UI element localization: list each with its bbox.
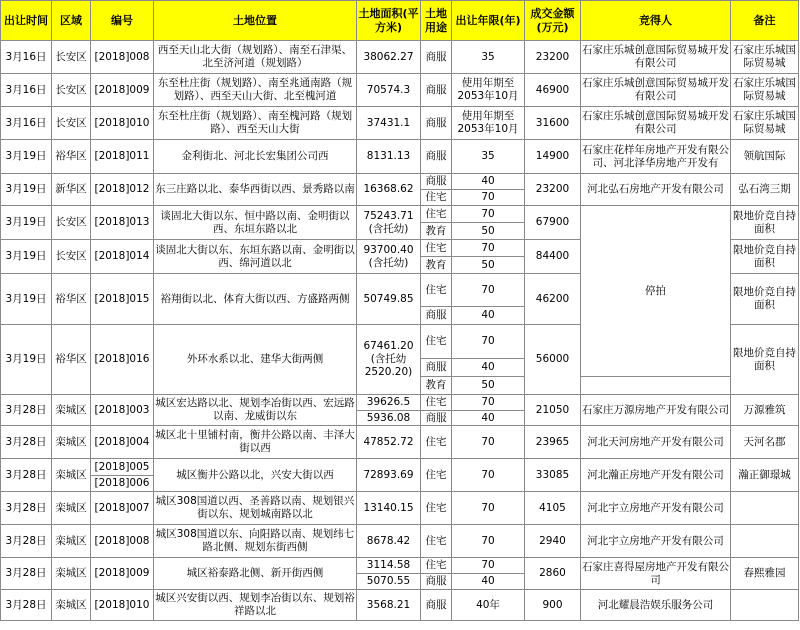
cell-district: 栾城区: [52, 492, 91, 525]
cell-area: 72893.69: [357, 459, 421, 492]
header-amount: 成交金额(万元): [525, 1, 581, 41]
cell-location: 城区308国道以东、向阳路以南、规划纬七路北侧、规划东街西侧: [154, 525, 357, 558]
cell-code: [2018]012: [91, 174, 154, 206]
cell-location: 城区兴安街以西、规划李冶街以东、规划裕祥路以北: [154, 590, 357, 621]
cell-note: 石家庄乐城国际贸易城: [731, 107, 799, 140]
cell-date: 3月19日: [1, 274, 52, 325]
cell-amount: 23200: [525, 41, 581, 74]
cell-amount: 2860: [525, 558, 581, 590]
cell-district: 栾城区: [52, 395, 91, 426]
cell-code: [2018]009: [91, 74, 154, 107]
cell-amount: 56000: [525, 325, 581, 395]
cell-code: [2018]005: [91, 459, 154, 476]
table-row: [1, 174, 799, 190]
cell-code: [2018]014: [91, 240, 154, 274]
cell-amount: 33085: [525, 459, 581, 492]
cell-use: 商服: [421, 74, 452, 107]
cell-amount: 4105: [525, 492, 581, 525]
cell-amount: 23965: [525, 426, 581, 459]
cell-date: 3月28日: [1, 492, 52, 525]
cell-use: 住宅: [421, 274, 452, 307]
cell-amount: 21050: [525, 395, 581, 426]
cell-area: 3568.21: [357, 590, 421, 621]
cell-location: 城区宏达路以北、规划李冶街以西、宏远路以南、龙威街以东: [154, 395, 357, 426]
cell-date: 3月19日: [1, 140, 52, 174]
cell-years: 70: [452, 325, 525, 359]
cell-use: 住宅: [421, 190, 452, 206]
cell-date: 3月28日: [1, 395, 52, 426]
cell-area: 3114.58: [357, 558, 421, 574]
cell-district: 长安区: [52, 74, 91, 107]
cell-area: [357, 325, 421, 395]
cell-use: 商服: [421, 590, 452, 621]
cell-code: [2018]008: [91, 41, 154, 74]
cell-years: 40: [452, 174, 525, 190]
cell-date: 3月28日: [1, 525, 52, 558]
cell-use: 住宅: [421, 525, 452, 558]
cell-years: 50: [452, 377, 525, 395]
cell-date: 3月19日: [1, 325, 52, 395]
cell-code: [2018]003: [91, 395, 154, 426]
cell-note: 石家庄乐城国际贸易城: [731, 74, 799, 107]
cell-years: 70: [452, 240, 525, 257]
cell-amount: 67900: [525, 206, 581, 240]
cell-use: 住宅: [421, 325, 452, 359]
table-row: [1, 492, 799, 525]
cell-years: 使用年期至2053年10月: [452, 107, 525, 140]
cell-bidder: 河北瀚正房地产开发有限公司: [581, 459, 731, 492]
cell-district: 长安区: [52, 107, 91, 140]
cell-date: 3月16日: [1, 41, 52, 74]
table-row: [1, 590, 799, 621]
cell-code: [2018]016: [91, 325, 154, 395]
table-row: [1, 140, 799, 174]
cell-code: [2018]007: [91, 492, 154, 525]
table-row: [1, 426, 799, 459]
area-note-2: 2520.20): [364, 366, 413, 378]
cell-location: 西至天山北大街（规划路）、南至石津渠、北至济河道（规划路）: [154, 41, 357, 74]
cell-area: 8678.42: [357, 525, 421, 558]
header-date: 出让时间: [1, 1, 52, 41]
cell-code: [2018]009: [91, 558, 154, 590]
cell-note: [731, 525, 799, 558]
cell-area: 16368.62: [357, 174, 421, 206]
header-use: 土地用途: [421, 1, 452, 41]
cell-bidder: 河北弘石房地产开发有限公司: [581, 174, 731, 206]
cell-note: [731, 492, 799, 525]
cell-bidder: 石家庄万源房地产开发有限公司: [581, 395, 731, 426]
cell-location: 裕翔街以北、体育大街以西、方盛路两侧: [154, 274, 357, 325]
cell-code: [2018]011: [91, 140, 154, 174]
cell-note: 春熙雅园: [731, 558, 799, 590]
cell-use: 商服: [421, 107, 452, 140]
cell-years: 70: [452, 395, 525, 411]
cell-location: 外环水系以北、建华大街两侧: [154, 325, 357, 395]
header-code: 编号: [91, 1, 154, 41]
cell-note: 限地价竞自持面积: [731, 206, 799, 240]
cell-bidder: 石家庄花样年房地产开发有限公司、河北泽华房地产开发有: [581, 140, 731, 174]
cell-area: 38062.27: [357, 41, 421, 74]
cell-date: 3月19日: [1, 206, 52, 240]
cell-location: 谈固北大街以东、恒中路以南、金明街以西、东垣东路以北: [154, 206, 357, 240]
cell-years: 35: [452, 41, 525, 74]
cell-code: [2018]015: [91, 274, 154, 325]
cell-code: [2018]006: [91, 476, 154, 492]
area-note: (含托幼): [368, 222, 409, 235]
cell-bidder: 石家庄乐城创意国际贸易城开发有限公司: [581, 107, 731, 140]
cell-location: 东三庄路以北、泰华西街以西、景秀路以南: [154, 174, 357, 206]
header-row: [1, 1, 799, 41]
cell-years: 40: [452, 411, 525, 426]
cell-date: 3月28日: [1, 426, 52, 459]
cell-years: 40: [452, 307, 525, 325]
cell-area: 5070.55: [357, 574, 421, 590]
cell-use: 商服: [421, 41, 452, 74]
cell-years: 40: [452, 359, 525, 377]
cell-note: 领航国际: [731, 140, 799, 174]
cell-years: 70: [452, 426, 525, 459]
cell-area: 5936.08: [357, 411, 421, 426]
cell-years: 70: [452, 558, 525, 574]
cell-date: 3月28日: [1, 459, 52, 492]
cell-district: 栾城区: [52, 426, 91, 459]
cell-amount: 900: [525, 590, 581, 621]
cell-district: 裕华区: [52, 274, 91, 325]
cell-note: [731, 590, 799, 621]
cell-district: 长安区: [52, 206, 91, 240]
cell-location: 谈固北大街以东、东垣东路以南、金明街以西、绵河道以北: [154, 240, 357, 274]
header-location: 土地位置: [154, 1, 357, 41]
cell-location: 金利街北、河北长宏集团公司西: [154, 140, 357, 174]
cell-district: 裕华区: [52, 140, 91, 174]
cell-district: 栾城区: [52, 459, 91, 492]
cell-bidder: 石家庄喜得屋房地产开发有限公司: [581, 558, 731, 590]
header-note: 备注: [731, 1, 799, 41]
cell-location: 城区308国道以西、圣善路以南、规划银兴街以东、规划城南路以北: [154, 492, 357, 525]
cell-code: [2018]010: [91, 107, 154, 140]
header-bidder: 竞得人: [581, 1, 731, 41]
cell-years: 35: [452, 140, 525, 174]
table-row: [1, 395, 799, 411]
area-note: (含托幼): [368, 256, 409, 269]
cell-bidder-shared: 停拍: [581, 206, 731, 377]
cell-years: 70: [452, 190, 525, 206]
cell-area: 13140.15: [357, 492, 421, 525]
cell-use: 住宅: [421, 426, 452, 459]
cell-note: 限地价竞自持面积: [731, 325, 799, 395]
cell-use: 教育: [421, 223, 452, 240]
cell-use: 商服: [421, 307, 452, 325]
cell-note: 限地价竞自持面积: [731, 274, 799, 325]
cell-years: 70: [452, 206, 525, 223]
cell-date: 3月19日: [1, 174, 52, 206]
cell-area: 39626.5: [357, 395, 421, 411]
table-row: [1, 107, 799, 140]
cell-use: 住宅: [421, 240, 452, 257]
cell-area: 47852.72: [357, 426, 421, 459]
cell-years: 70: [452, 492, 525, 525]
cell-location: 东至杜庄街（规划路）、南至兆通南路（规划路）、西至天山大街、北至槐河道: [154, 74, 357, 107]
cell-date: 3月16日: [1, 74, 52, 107]
cell-amount: 46200: [525, 274, 581, 325]
area-value: 75243.71: [363, 209, 414, 222]
cell-bidder: 河北天河房地产开发有限公司: [581, 426, 731, 459]
cell-use: 商服: [421, 140, 452, 174]
cell-area: [357, 240, 421, 274]
header-area: 土地面积(平方米): [357, 1, 421, 41]
cell-bidder: 河北耀晨浩娱乐服务公司: [581, 590, 731, 621]
cell-use: 住宅: [421, 395, 452, 411]
cell-note: 弘石湾三期: [731, 174, 799, 206]
cell-amount: 14900: [525, 140, 581, 174]
cell-date: 3月19日: [1, 240, 52, 274]
cell-use: 住宅: [421, 459, 452, 492]
table-row: [1, 74, 799, 107]
cell-note: 万源雅筑: [731, 395, 799, 426]
table-row: [1, 525, 799, 558]
cell-bidder: 河北宇立房地产开发有限公司: [581, 492, 731, 525]
cell-years: 70: [452, 274, 525, 307]
cell-area: 50749.85: [357, 274, 421, 325]
cell-date: 3月16日: [1, 107, 52, 140]
area-value: 93700.40: [363, 243, 414, 256]
table-row: [1, 41, 799, 74]
cell-district: 长安区: [52, 41, 91, 74]
cell-amount: 84400: [525, 240, 581, 274]
cell-years: 70: [452, 459, 525, 492]
cell-years: 使用年期至2053年10月: [452, 74, 525, 107]
cell-location: 城区北十里铺村南，衡井公路以南、丰泽大街以西: [154, 426, 357, 459]
table-row: [1, 558, 799, 574]
cell-years: 40年: [452, 590, 525, 621]
cell-area: 8131.13: [357, 140, 421, 174]
cell-location: 东至杜庄街（规划路）、南至槐河路（规划路）、西至天山大街: [154, 107, 357, 140]
cell-use: 住宅: [421, 558, 452, 574]
cell-use: 商服: [421, 359, 452, 377]
cell-note: 瀚正御璟城: [731, 459, 799, 492]
cell-code: [2018]008: [91, 525, 154, 558]
cell-use: 住宅: [421, 492, 452, 525]
cell-location: 城区衡井公路以北，兴安大街以西: [154, 459, 357, 492]
cell-district: 栾城区: [52, 590, 91, 621]
area-value: 67461.20: [363, 340, 414, 352]
cell-amount: 23200: [525, 174, 581, 206]
header-years: 出让年限(年): [452, 1, 525, 41]
cell-bidder: 河北宇立房地产开发有限公司: [581, 525, 731, 558]
table-row: [1, 459, 799, 476]
area-note: (含托幼: [370, 353, 407, 365]
cell-bidder: 石家庄乐城创意国际贸易城开发有限公司: [581, 41, 731, 74]
cell-date: 3月28日: [1, 590, 52, 621]
cell-amount: 31600: [525, 107, 581, 140]
cell-area: 37431.1: [357, 107, 421, 140]
cell-code: [2018]004: [91, 426, 154, 459]
cell-years: 50: [452, 257, 525, 274]
cell-years: 50: [452, 223, 525, 240]
cell-use: 教育: [421, 377, 452, 395]
cell-location: 城区裕泰路北侧、新开街西侧: [154, 558, 357, 590]
header-district: 区域: [52, 1, 91, 41]
table-row: [1, 206, 799, 223]
cell-note: 限地价竞自持面积: [731, 240, 799, 274]
cell-district: 裕华区: [52, 325, 91, 395]
cell-date: 3月28日: [1, 558, 52, 590]
cell-note: 石家庄乐城国际贸易城: [731, 41, 799, 74]
cell-code: [2018]013: [91, 206, 154, 240]
cell-use: 住宅: [421, 206, 452, 223]
cell-amount: 46900: [525, 74, 581, 107]
cell-years: 70: [452, 525, 525, 558]
cell-bidder: 石家庄乐城创意国际贸易城开发有限公司: [581, 74, 731, 107]
cell-use: 商服: [421, 411, 452, 426]
cell-amount: 2940: [525, 525, 581, 558]
cell-use: 商服: [421, 174, 452, 190]
cell-code: [2018]010: [91, 590, 154, 621]
cell-years: 40: [452, 574, 525, 590]
cell-district: 栾城区: [52, 558, 91, 590]
cell-use: 商服: [421, 574, 452, 590]
cell-area: [357, 206, 421, 240]
cell-district: 栾城区: [52, 525, 91, 558]
cell-district: 新华区: [52, 174, 91, 206]
cell-area: 70574.3: [357, 74, 421, 107]
cell-use: 教育: [421, 257, 452, 274]
cell-note: 天河名郡: [731, 426, 799, 459]
cell-district: 长安区: [52, 240, 91, 274]
